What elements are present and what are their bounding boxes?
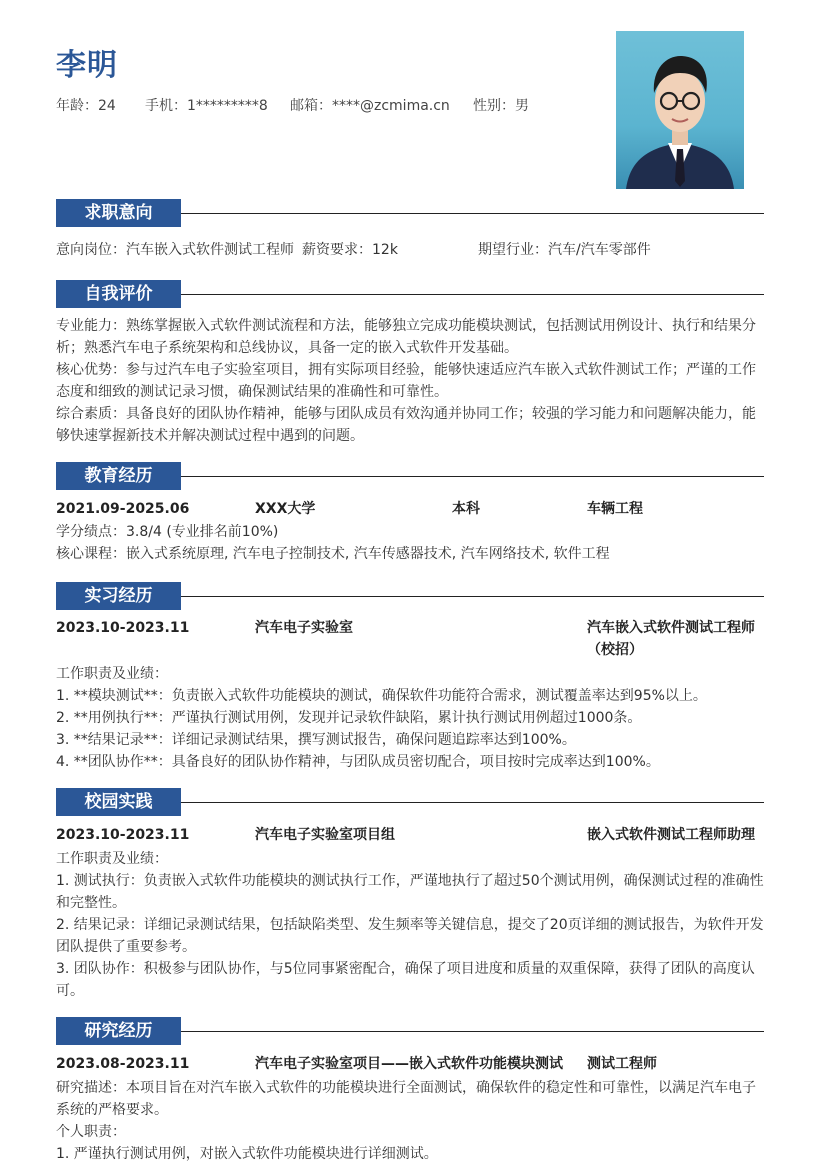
phone-field: 手机：1*********8 [145,98,268,114]
education-gpa: 学分绩点：3.8/4 (专业排名前10%) [56,524,279,540]
duty-label: 个人职责： [56,1124,126,1140]
age-field: 年龄：24 [56,98,116,114]
self-evaluation [56,315,766,447]
email-field: 邮箱：****@zcmima.cn [290,98,450,114]
list-item: 3. 团队协作：积极参与团队协作，与5位同事紧密配合，确保了项目进度和质量的双重保障，获得了团队的高度认可。 [56,961,755,999]
list-item: 3. **结果记录**：详细记录测试结果，撰写测试报告，确保问题追踪率达到100%。 [56,732,576,748]
internship-role: 汽车嵌入式软件测试工程师 [587,620,755,636]
research-description: 研究描述：本项目旨在对汽车嵌入式软件的功能模块进行全面测试，确保软件的稳定性和可靠性，以满足汽车电子系统的严格要求。 [56,1080,756,1118]
section-title: 教育经历 [56,462,181,490]
divider [181,596,764,597]
section-self-header [56,280,764,308]
section-campus-header [56,788,764,816]
section-internship-header [56,582,764,610]
section-title: 实习经历 [56,582,181,610]
divider [181,802,764,803]
education-school: XXX大学 [255,501,316,517]
internship-duties [56,663,766,773]
list-item: 4. **团队协作**：具备良好的团队协作精神，与团队成员密切配合，项目按时完成率达到100%。 [56,754,660,770]
intent-salary: 薪资要求：12k [302,242,398,258]
list-item: 2. **用例执行**：严谨执行测试用例，发现并记录软件缺陷，累计执行测试用例超过1000条。 [56,710,642,726]
candidate-name: 李明 [56,48,118,83]
divider [181,476,764,477]
self-eval-quality: 综合素质：具备良好的团队协作精神，能够与团队成员有效沟通并协同工作；较强的学习能力和问题解决能力，能够快速掌握新技术并解决测试过程中遇到的问题。 [56,406,756,444]
campus-date: 2023.10-2023.11 [56,827,190,843]
research-details [56,1077,766,1165]
section-title: 求职意向 [56,199,181,227]
divider [181,294,764,295]
divider [181,1031,764,1032]
section-intent-header [56,199,764,227]
section-research-header [56,1017,764,1045]
gender-field: 性别：男 [473,98,529,114]
education-major: 车辆工程 [587,501,643,517]
research-role: 测试工程师 [587,1056,657,1072]
section-title: 自我评价 [56,280,181,308]
education-courses: 核心课程：嵌入式系统原理, 汽车电子控制技术, 汽车传感器技术, 汽车网络技术, 软件工程 [56,546,610,562]
duties-label: 工作职责及业绩： [56,666,168,682]
divider [181,213,764,214]
list-item: 1. 严谨执行测试用例，对嵌入式软件功能模块进行详细测试。 [56,1146,438,1162]
research-date: 2023.08-2023.11 [56,1056,190,1072]
education-degree: 本科 [452,501,480,517]
self-eval-ability: 专业能力：熟练掌握嵌入式软件测试流程和方法，能够独立完成功能模块测试，包括测试用例设计、执行和结果分析；熟悉汽车电子系统架构和总线协议，具备一定的嵌入式软件开发基础。 [56,318,756,356]
research-project: 汽车电子实验室项目——嵌入式软件功能模块测试 [255,1056,563,1072]
profile-photo [616,31,744,189]
list-item: 1. **模块测试**：负责嵌入式软件功能模块的测试，确保软件功能符合需求，测试覆盖率达到95%以上。 [56,688,707,704]
internship-role-note: （校招） [587,642,643,658]
section-title: 研究经历 [56,1017,181,1045]
list-item: 1. 测试执行：负责嵌入式软件功能模块的测试执行工作，严谨地执行了超过50个测试用例，确保测试过程的准确性和完整性。 [56,873,764,911]
self-eval-advantage: 核心优势：参与过汽车电子实验室项目，拥有实际项目经验，能够快速适应汽车嵌入式软件测试工作；严谨的工作态度和细致的测试记录习惯，确保测试结果的准确性和可靠性。 [56,362,756,400]
campus-duties [56,848,766,1002]
intent-industry: 期望行业：汽车/汽车零部件 [478,242,651,258]
section-education-header [56,462,764,490]
section-title: 校园实践 [56,788,181,816]
avatar-illustration [616,31,744,189]
campus-role: 嵌入式软件测试工程师助理 [587,827,755,843]
intent-position: 意向岗位：汽车嵌入式软件测试工程师 [56,242,294,258]
campus-org: 汽车电子实验室项目组 [255,827,395,843]
internship-org: 汽车电子实验室 [255,620,353,636]
education-date: 2021.09-2025.06 [56,501,190,517]
internship-date: 2023.10-2023.11 [56,620,190,636]
duties-label: 工作职责及业绩： [56,851,168,867]
list-item: 2. 结果记录：详细记录测试结果，包括缺陷类型、发生频率等关键信息，提交了20页详细的测试报告，为软件开发团队提供了重要参考。 [56,917,764,955]
